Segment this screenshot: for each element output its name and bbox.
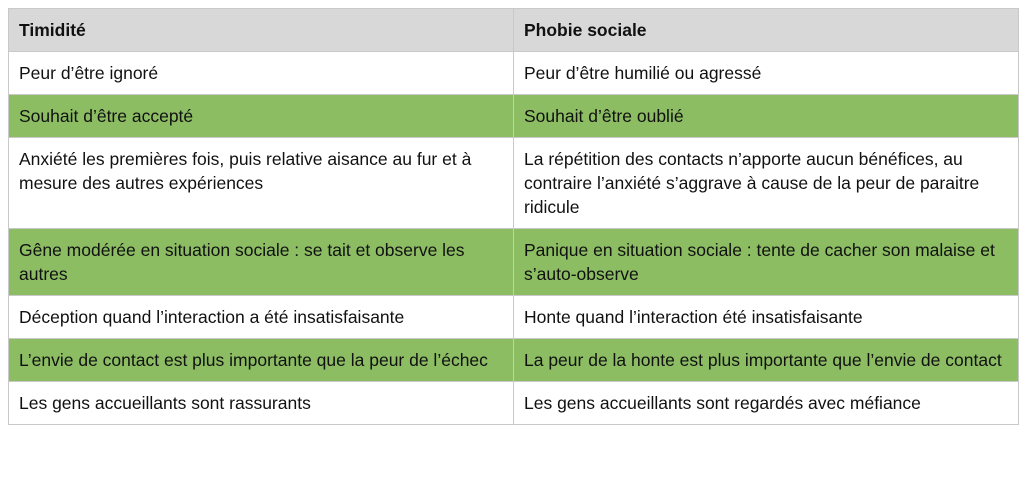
table-header	[9, 9, 1019, 52]
cell-phobie: Les gens accueillants sont regardés avec méfiance	[514, 382, 1019, 425]
cell-phobie: Honte quand l’interaction été insatisfaisante	[514, 296, 1019, 339]
header-phobie-sociale: Phobie sociale	[514, 9, 1019, 52]
header-row	[9, 9, 1019, 52]
header-timidite: Timidité	[9, 9, 514, 52]
cell-timidite: L’envie de contact est plus importante que la peur de l’échec	[9, 339, 514, 382]
cell-phobie: La répétition des contacts n’apporte aucun bénéfices, au contraire l’anxiété s’aggrave à cause de la peur de paraitre ridicule	[514, 138, 1019, 229]
cell-phobie: Souhait d’être oublié	[514, 95, 1019, 138]
cell-timidite: Peur d’être ignoré	[9, 52, 514, 95]
cell-timidite: Anxiété les premières fois, puis relative aisance au fur et à mesure des autres expériences	[9, 138, 514, 229]
comparison-table-container	[8, 8, 1018, 425]
cell-timidite: Souhait d’être accepté	[9, 95, 514, 138]
table-body	[9, 52, 1019, 425]
table-row	[9, 138, 1019, 229]
table-row	[9, 52, 1019, 95]
cell-phobie: Panique en situation sociale : tente de cacher son malaise et s’auto-observe	[514, 229, 1019, 296]
table-row	[9, 382, 1019, 425]
table-row	[9, 339, 1019, 382]
cell-phobie: Peur d’être humilié ou agressé	[514, 52, 1019, 95]
table-row	[9, 229, 1019, 296]
table-row	[9, 296, 1019, 339]
cell-timidite: Gêne modérée en situation sociale : se tait et observe les autres	[9, 229, 514, 296]
cell-timidite: Les gens accueillants sont rassurants	[9, 382, 514, 425]
table-row	[9, 95, 1019, 138]
comparison-table	[8, 8, 1019, 425]
cell-phobie: La peur de la honte est plus importante que l’envie de contact	[514, 339, 1019, 382]
cell-timidite: Déception quand l’interaction a été insatisfaisante	[9, 296, 514, 339]
